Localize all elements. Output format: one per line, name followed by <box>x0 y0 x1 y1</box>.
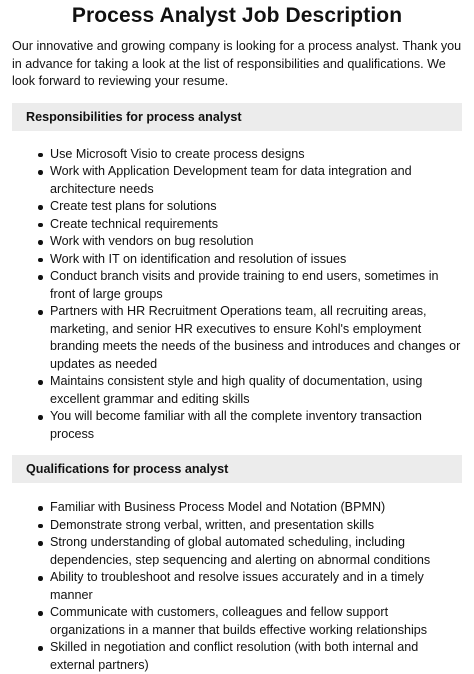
qualification-item: Strong understanding of global automated scheduling, including dependencies, step sequencing and alerting on abnormal conditions <box>37 534 462 569</box>
responsibility-item: Maintains consistent style and high quality of documentation, using excellent grammar and editing skills <box>37 373 462 408</box>
responsibility-item: Create technical requirements <box>37 216 462 234</box>
responsibility-item: Work with IT on identification and resolution of issues <box>37 251 462 269</box>
qualification-item: Skilled in negotiation and conflict resolution (with both internal and external partners) <box>37 639 462 674</box>
responsibility-item: Work with vendors on bug resolution <box>37 233 462 251</box>
intro-paragraph: Our innovative and growing company is looking for a process analyst. Thank you in advance for taking a look at the list of responsibilities and qualifications. We look forward to reviewing your resume. <box>12 39 462 88</box>
qualifications-list <box>12 499 462 674</box>
qualification-item: Demonstrate strong verbal, written, and presentation skills <box>37 517 462 535</box>
responsibility-item: Partners with HR Recruitment Operations team, all recruiting areas, marketing, and senior HR executives to ensure Kohl's employment branding meets the needs of the business and introduces and changes or updates as needed <box>37 303 462 373</box>
qualification-item: Communicate with customers, colleagues and fellow support organizations in a manner that builds effective working relationships <box>37 604 462 639</box>
responsibility-item: Work with Application Development team for data integration and architecture needs <box>37 163 462 198</box>
page-title: Process Analyst Job Description <box>71 4 403 27</box>
qualification-item: Familiar with Business Process Model and Notation (BPMN) <box>37 499 462 517</box>
qualification-item: Ability to troubleshoot and resolve issues accurately and in a timely manner <box>37 569 462 604</box>
qualifications-heading: Qualifications for process analyst <box>12 455 462 483</box>
responsibility-item: Create test plans for solutions <box>37 198 462 216</box>
responsibilities-list <box>12 146 462 444</box>
responsibilities-heading: Responsibilities for process analyst <box>12 103 462 131</box>
responsibility-item: Conduct branch visits and provide training to end users, sometimes in front of large groups <box>37 268 462 303</box>
responsibility-item: You will become familiar with all the complete inventory transaction process <box>37 408 462 443</box>
responsibility-item: Use Microsoft Visio to create process designs <box>37 146 462 164</box>
